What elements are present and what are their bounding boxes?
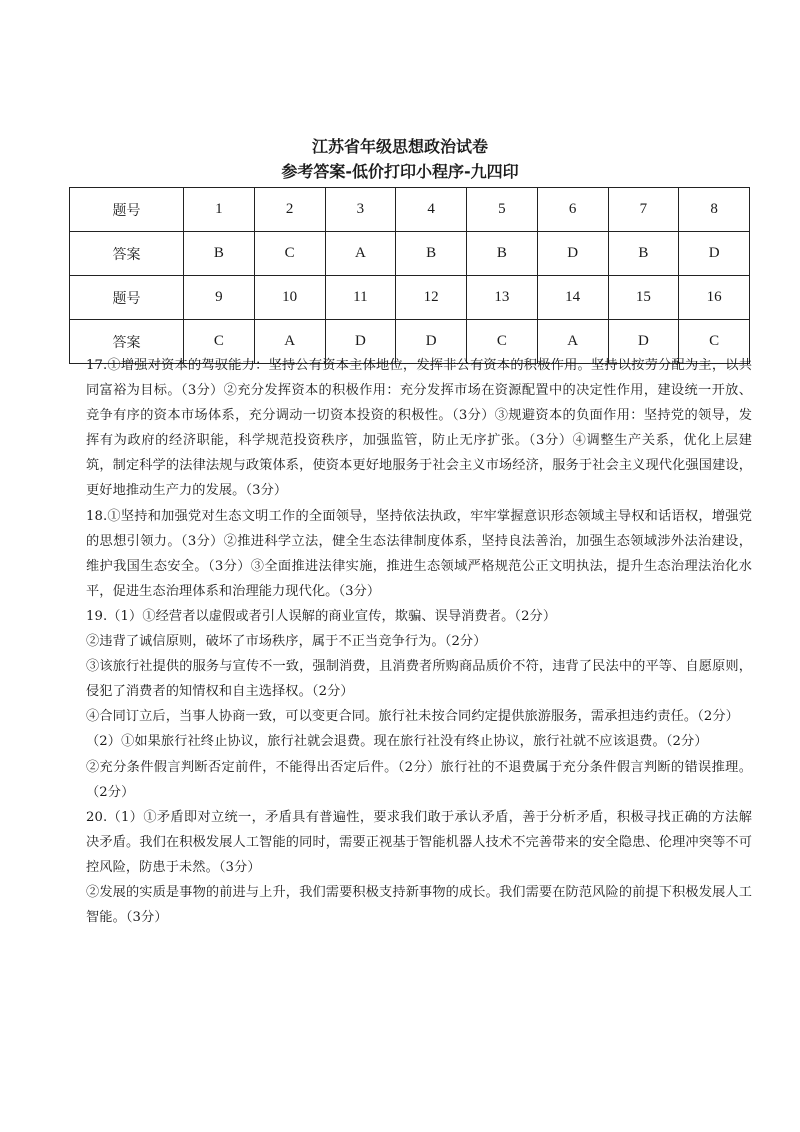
table-cell: 13	[467, 276, 538, 320]
table-cell: D	[396, 320, 467, 364]
table-cell: 9	[184, 276, 255, 320]
table-cell: 7	[608, 188, 679, 232]
table-cell: 11	[325, 276, 396, 320]
row-label: 答案	[70, 320, 184, 364]
answer-paragraph: ②发展的实质是事物的前进与上升，我们需要积极支持新事物的成长。我们需要在防范风险的前提下积极发展人工智能。（3分）	[86, 884, 752, 926]
table-cell: 3	[325, 188, 396, 232]
table-cell: B	[184, 232, 255, 276]
row-label: 题号	[70, 188, 184, 232]
answer-paragraph: ②违背了诚信原则，破坏了市场秩序，属于不正当竞争行为。（2分）	[86, 634, 487, 650]
table-cell: 4	[396, 188, 467, 232]
table-cell: 14	[537, 276, 608, 320]
table-row	[70, 232, 750, 276]
table-cell: 10	[254, 276, 325, 320]
table-cell: 1	[184, 188, 255, 232]
table-cell: B	[396, 232, 467, 276]
answer-paragraph: 20.（1）①矛盾即对立统一，矛盾具有普遍性，要求我们敢于承认矛盾，善于分析矛盾，积极寻找正确的方法解决矛盾。我们在积极发展人工智能的同时，需要正视基于智能机器人技术不完善带来的安全隐患、伦理冲突等不可控风险，防患于未然。（3分）	[86, 809, 752, 875]
table-cell: 5	[467, 188, 538, 232]
answer-paragraph: 19.（1）①经营者以虚假或者引人误解的商业宣传，欺骗、误导消费者。（2分）	[86, 608, 557, 624]
answer-paragraph: 17.①增强对资本的驾驭能力：坚持公有资本主体地位，发挥非公有资本的积极作用。坚持以按劳分配为主，以共同富裕为目标。（3分）②充分发挥资本的积极作用：充分发挥市场在资源配置中的决定性作用，建设统一开放、竞争有序的资本市场体系，充分调动一切资本投资的积极性。（3分）③规避资本的负面作用：坚持党的领导，发挥有为政府的经济职能，科学规范投资秩序，加强监管，防止无序扩张。（3分）④调整生产关系，优化上层建筑，制定科学的法律法规与政策体系，使资本更好地服务于社会主义市场经济，服务于社会主义现代化强国建设，更好地推动生产力的发展。（3分）	[86, 358, 752, 499]
row-label: 题号	[70, 276, 184, 320]
table-cell: 6	[537, 188, 608, 232]
table-cell: 16	[679, 276, 750, 320]
table-cell: 15	[608, 276, 679, 320]
answer-paragraph: ②充分条件假言判断否定前件，不能得出否定后件。（2分）旅行社的不退费属于充分条件假言判断的错误推理。（2分）	[86, 759, 752, 800]
table-cell: A	[537, 320, 608, 364]
table-cell: A	[325, 232, 396, 276]
table-cell: C	[254, 232, 325, 276]
table-cell: 12	[396, 276, 467, 320]
page-subtitle: 参考答案-低价打印小程序-九四印	[281, 162, 519, 181]
table-cell: B	[608, 232, 679, 276]
answer-table	[69, 187, 750, 364]
answer-paragraph: （2）①如果旅行社终止协议，旅行社就会退费。现在旅行社没有终止协议，旅行社就不应该退费。（2分）	[86, 734, 708, 750]
table-cell: C	[184, 320, 255, 364]
row-label: 答案	[70, 232, 184, 276]
page-title: 江苏省年级思想政治试卷	[311, 137, 488, 156]
table-cell: D	[325, 320, 396, 364]
table-row	[70, 188, 750, 232]
table-cell: 2	[254, 188, 325, 232]
table-cell: D	[537, 232, 608, 276]
table-cell: A	[254, 320, 325, 364]
table-cell: D	[679, 232, 750, 276]
table-cell: C	[679, 320, 750, 364]
answer-paragraph: 18.①坚持和加强党对生态文明工作的全面领导，坚持依法执政，牢牢掌握意识形态领域主导权和话语权，增强党的思想引领力。（3分）②推进科学立法，健全生态法律制度体系，坚持良法善治，加强生态领域涉外法治建设，维护我国生态安全。（3分）③全面推进法律实施，推进生态领域严格规范公正文明执法，提升生态治理法治化水平，促进生态治理体系和治理能力现代化。（3分）	[86, 508, 752, 599]
table-cell: C	[467, 320, 538, 364]
answer-paragraph: ④合同订立后，当事人协商一致，可以变更合同。旅行社未按合同约定提供旅游服务，需承担违约责任。（2分）	[86, 709, 739, 725]
table-cell: D	[608, 320, 679, 364]
table-row	[70, 276, 750, 320]
table-cell: 8	[679, 188, 750, 232]
answer-paragraph: ③该旅行社提供的服务与宣传不一致，强制消费，且消费者所购商品质价不符，违背了民法中的平等、自愿原则，侵犯了消费者的知情权和自主选择权。（2分）	[86, 659, 752, 700]
answer-text-block	[86, 353, 752, 930]
table-cell: B	[467, 232, 538, 276]
